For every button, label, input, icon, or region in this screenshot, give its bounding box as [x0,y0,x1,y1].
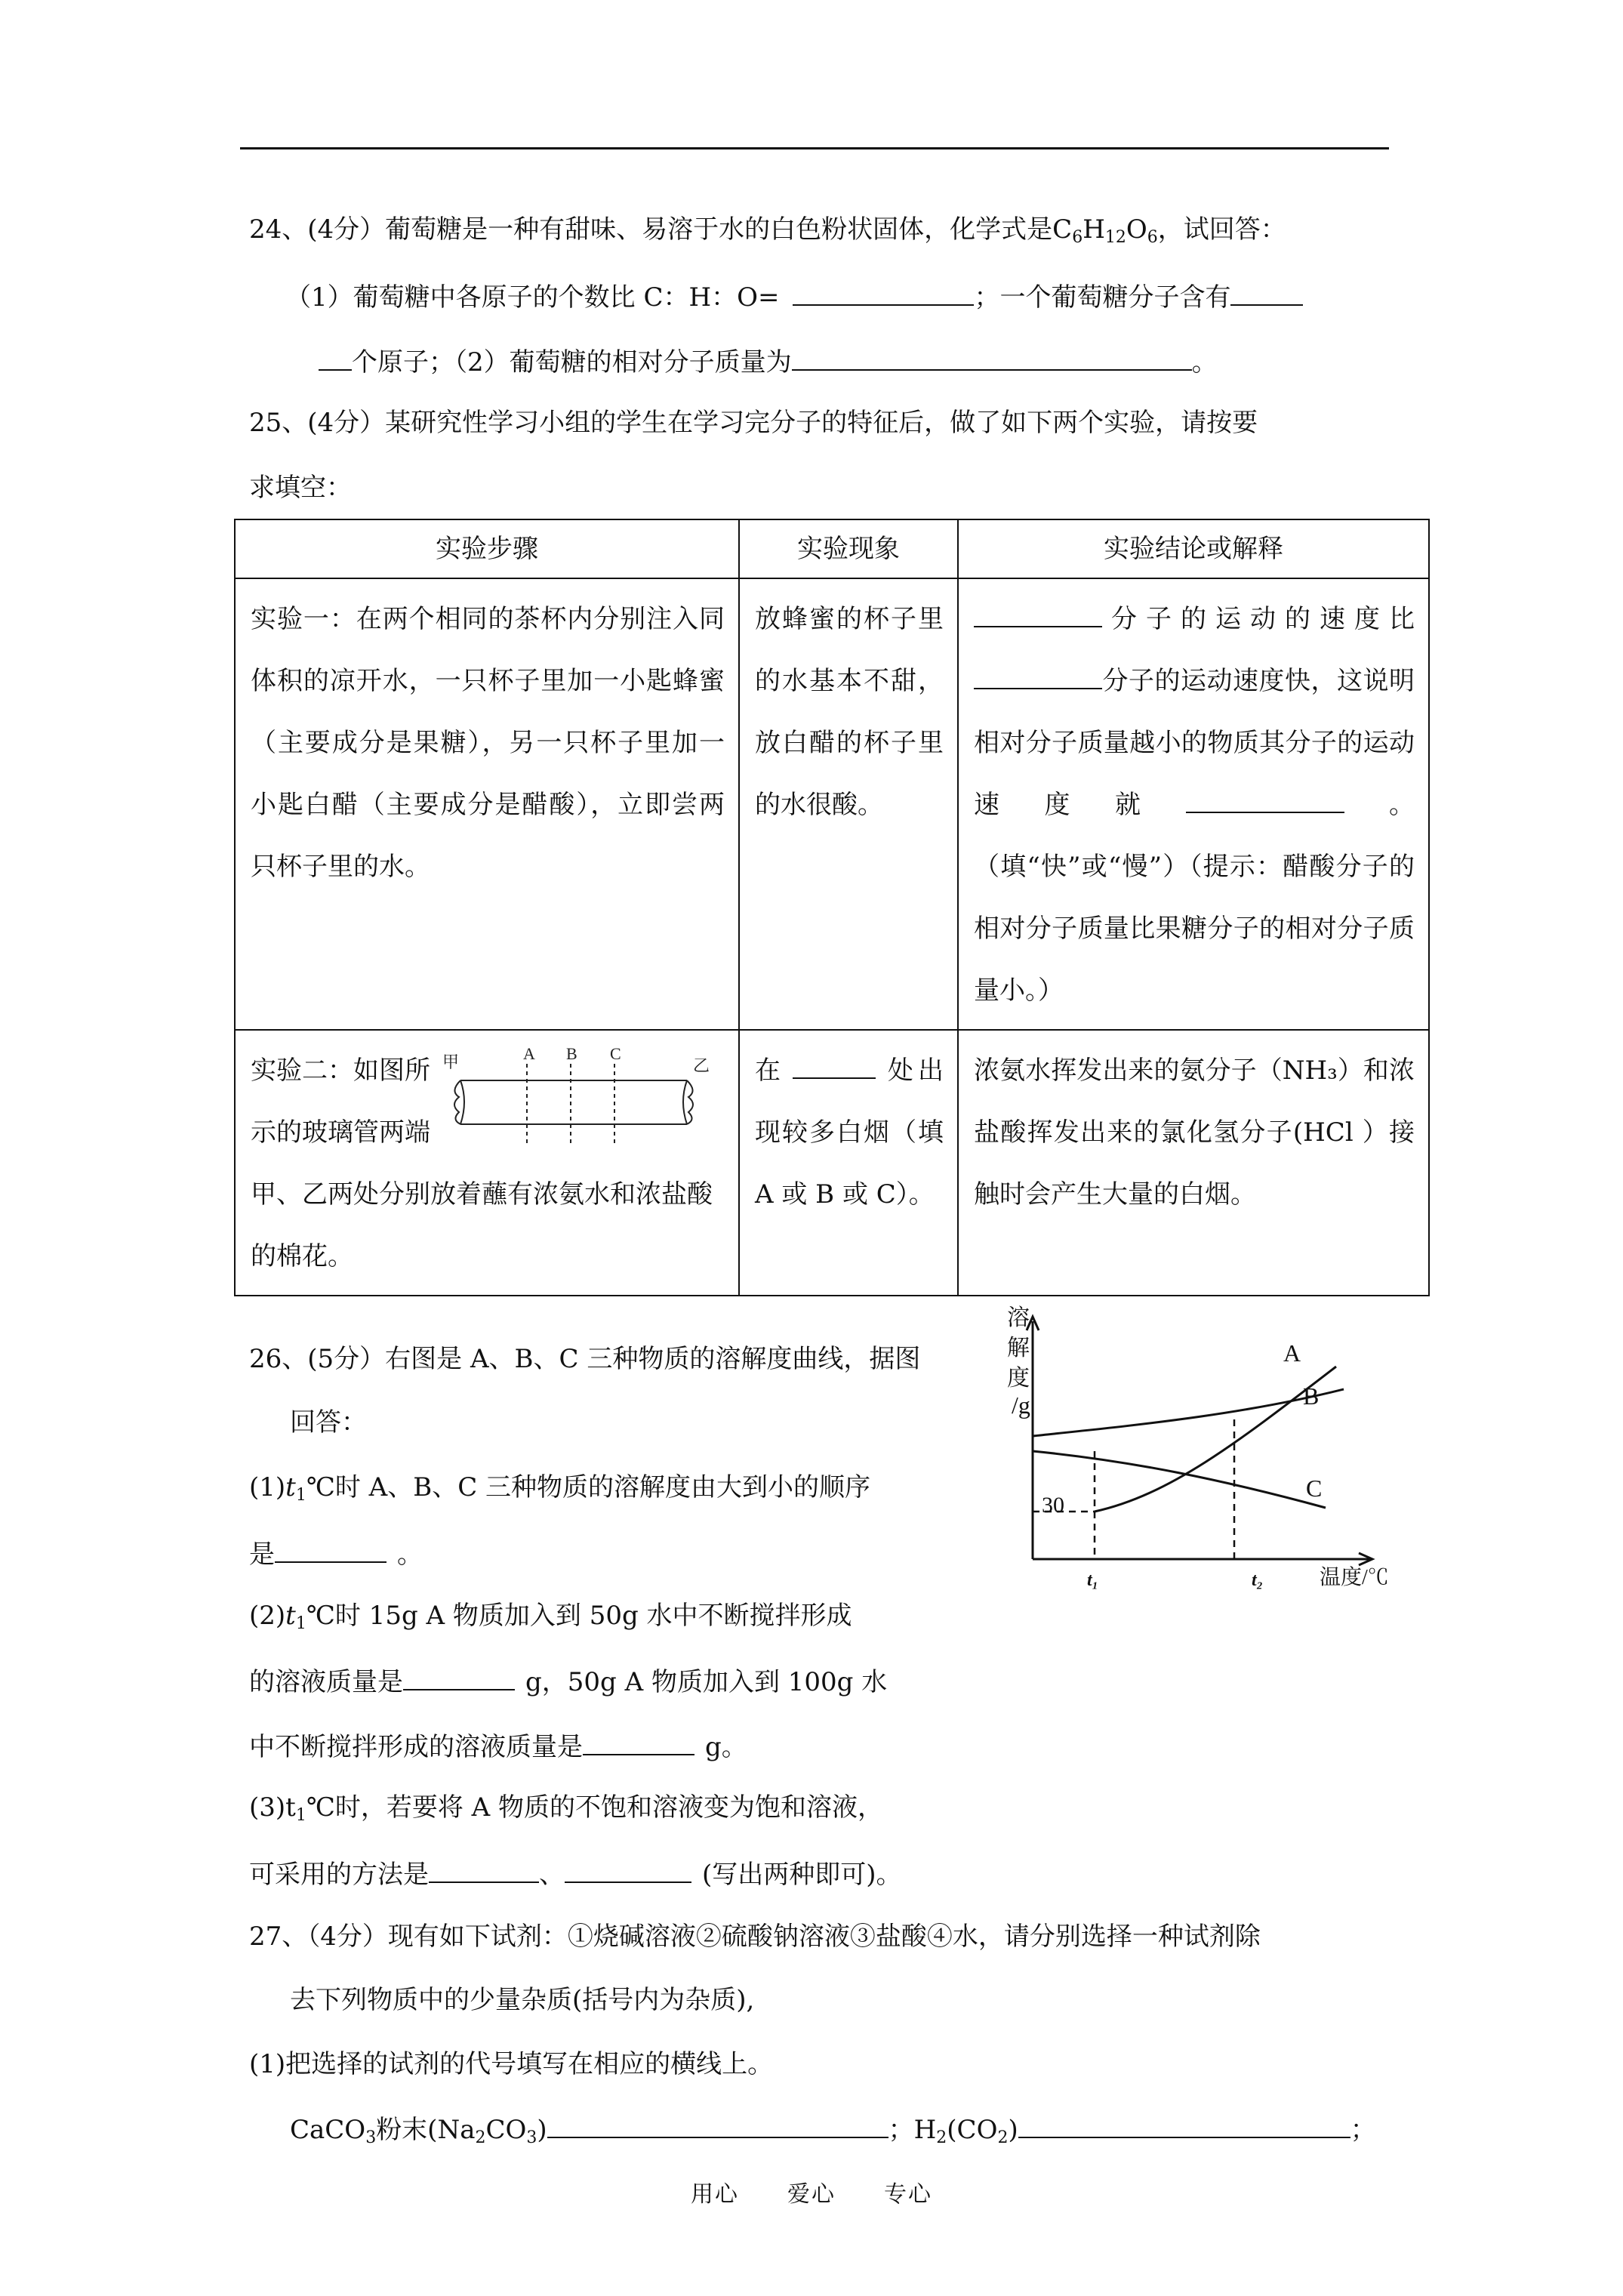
x-tick-t1: t₁ [1087,1570,1099,1590]
page-footer: 用心 爱心 专心 [691,2181,932,2208]
q25-line1: 25、(4分）某研究性学习小组的学生在学习完分子的特征后，做了如下两个实验，请按要 [249,408,1258,438]
answer-blank[interactable] [1230,282,1303,306]
series-label-a: A [1283,1339,1301,1367]
q26-part1: $(1)t_1℃$时 A、B、C 三种物质的溶解度由大到小的顺序 [249,1472,871,1505]
answer-blank[interactable] [319,347,352,371]
series-line-a [1095,1367,1336,1512]
x-tick-t2: t₂ [1252,1570,1264,1590]
series-label-c: C [1306,1475,1323,1502]
q26-part3: $(3)t_1℃$时，若要将 A 物质的不饱和溶液变为饱和溶液， [249,1792,884,1825]
answer-blank[interactable] [792,347,1192,371]
q26-part2: $(2)t_1℃$时 15g A 物质加入到 50g 水中不断搅拌形成 [249,1601,852,1633]
answer-blank[interactable] [1186,794,1344,813]
answer-blank[interactable] [275,1539,387,1563]
series-line-c [1033,1451,1326,1508]
q27-line3: (1)把选择的试剂的代号填写在相应的横线上。 [249,2049,774,2079]
answer-blank[interactable] [429,1859,539,1883]
q26-part2-line2: 的溶液质量是 g，50g A 物质加入到 100g 水 [249,1667,888,1697]
experiment2-conclusion: 浓氨水挥发出来的氨分子（NH₃）和浓盐酸挥发出来的氯化氢分子(HCl ）接触时会产生大量的白烟。 [958,1030,1429,1296]
q26-part1-answer: 是 。 [249,1539,423,1570]
experiment-table [234,519,1430,1296]
series-label-b: B [1303,1382,1320,1410]
tube-label-b: B [566,1044,577,1063]
tube-label-jia: 甲 [442,1052,460,1071]
header-steps: 实验步骤 [235,519,739,578]
tube-label-a: A [523,1044,535,1063]
x-axis-label: 温度/℃ [1320,1566,1389,1589]
q24-line2: （1）葡萄糖中各原子的个数比 C：H：O= ；一个葡萄糖分子含有 [285,282,1303,310]
header-conclusion: 实验结论或解释 [958,519,1429,578]
q25-line2: 求填空： [249,473,352,503]
experiment1-conclusion: 分子的运动的速度比分子的运动速度快，这说明相对分子质量越小的物质其分子的运动速度就 。（填“快”或“慢”）（提示：醋酸分子的相对分子质量比果糖分子的相对分子质量小。） [958,578,1429,1030]
q27-line1: 27、（4分）现有如下试剂：①烧碱溶液②硫酸钠溶液③盐酸④水，请分别选择一种试剂除 [249,1922,1261,1952]
answer-blank[interactable] [547,2114,888,2138]
answer-blank[interactable] [793,282,974,306]
answer-blank[interactable] [583,1731,694,1755]
answer-blank[interactable] [974,670,1102,689]
glass-tube-diagram [438,1041,725,1154]
q26-line1b: 回答： [290,1407,367,1438]
q26-line1: 26、(5分）右图是 A、B、C 三种物质的溶解度曲线，据图 [249,1344,921,1374]
q24-line1: 24、(4分）葡萄糖是一种有甜味、易溶于水的白色粉状固体，化学式是$C_6H_{12}O_6$，试回答： [249,214,1286,247]
answer-blank[interactable] [974,608,1102,627]
answer-blank[interactable] [793,1059,876,1079]
answer-blank[interactable] [565,1859,691,1883]
experiment2-steps: 甲 乙 A B C 实验二：如图所示的玻璃管两端甲、乙两处分别放着蘸有浓氨水和浓盐酸的棉花。 [235,1030,739,1296]
tube-label-yi: 乙 [693,1056,710,1075]
table-row [235,578,1429,1030]
tube-label-c: C [610,1044,621,1063]
header-rule [240,147,1389,149]
solubility-chart [981,1291,1434,1623]
q27-line2: 去下列物质中的少量杂质(括号内为杂质), [290,1985,755,2015]
q24-line3: 个原子；（2）葡萄糖的相对分子质量为 。 [319,347,1218,375]
y-tick-30: 30 [1042,1493,1064,1518]
experiment1-steps: 实验一：在两个相同的茶杯内分别注入同体积的凉开水，一只杯子里加一小匙蜂蜜（主要成分是果糖），另一只杯子里加一小匙白醋（主要成分是醋酸），立即尝两只杯子里的水。 [235,578,739,1030]
table-header-row [235,519,1429,578]
q26-part2-line3: 中不断搅拌形成的溶液质量是 g。 [249,1732,747,1762]
q26-part3-line2: 可采用的方法是 、 (写出两种即可)。 [249,1860,902,1890]
table-row [235,1030,1429,1296]
experiment1-phenomenon: 放蜂蜜的杯子里的水基本不甜，放白醋的杯子里的水很酸。 [739,578,958,1030]
y-axis-label: 溶解度/g [1007,1305,1030,1419]
q27-line4: CaCO$_3$粉末$(Na_2CO_3)$ ；$H_2(CO_2)$ ； [290,2115,1376,2147]
header-phenomenon: 实验现象 [739,519,958,578]
answer-blank[interactable] [1018,2114,1350,2138]
answer-blank[interactable] [403,1666,515,1690]
experiment2-phenomenon: 在 处出现较多白烟（填 A 或 B 或 C）。 [739,1030,958,1296]
